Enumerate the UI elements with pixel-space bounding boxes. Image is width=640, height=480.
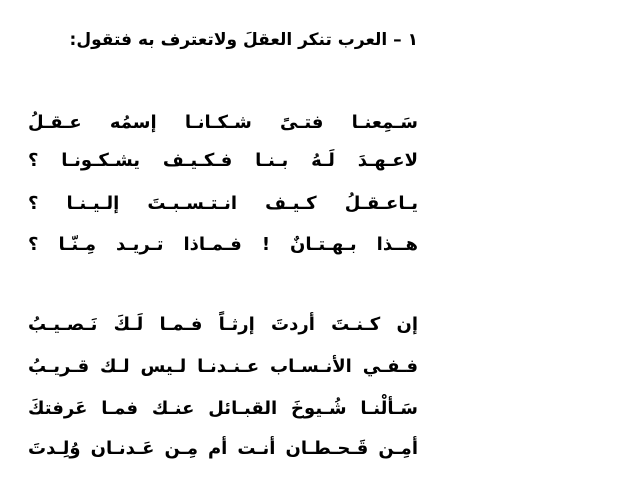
verse-line: إن كـنـتَ أردتَ إرثـاً فـمـا لَـكَ نَـصـيـبُ xyxy=(28,314,418,335)
verse-line: سَـمِعنـا فتـىً شـكـانـا إسمُه عـقـلُ xyxy=(28,112,418,133)
verse-line: هــذا بـهـتـانٌ ! فـمـاذا تـريـد مِـنّـا ؟ xyxy=(28,234,418,255)
verse-line: يـاعـقـلُ كـيـف انـتـسـبـتَ إلـيـنـا ؟ xyxy=(28,193,418,214)
verse-line: لاعـهـدَ لَـهُ بـنـا فـكـيـف يشـكـونـا ؟ xyxy=(28,150,418,171)
verse-line: فـفـي الأنـسـاب عـنـدنـا لـيس لـك قـريـبُ xyxy=(28,356,418,377)
verse-line: سَـألْنـا شُـيوخَ القبـائل عنـك فمـا عَرفتكَ xyxy=(28,398,418,419)
poem-heading: ١ – العرب تنكر العقلَ ولاتعترف به فتقول: xyxy=(69,30,418,50)
verse-line: أمِـن قَـحـطـان أنـت أم مِـن عَـدنـان وُلِـدتَ xyxy=(28,438,418,459)
